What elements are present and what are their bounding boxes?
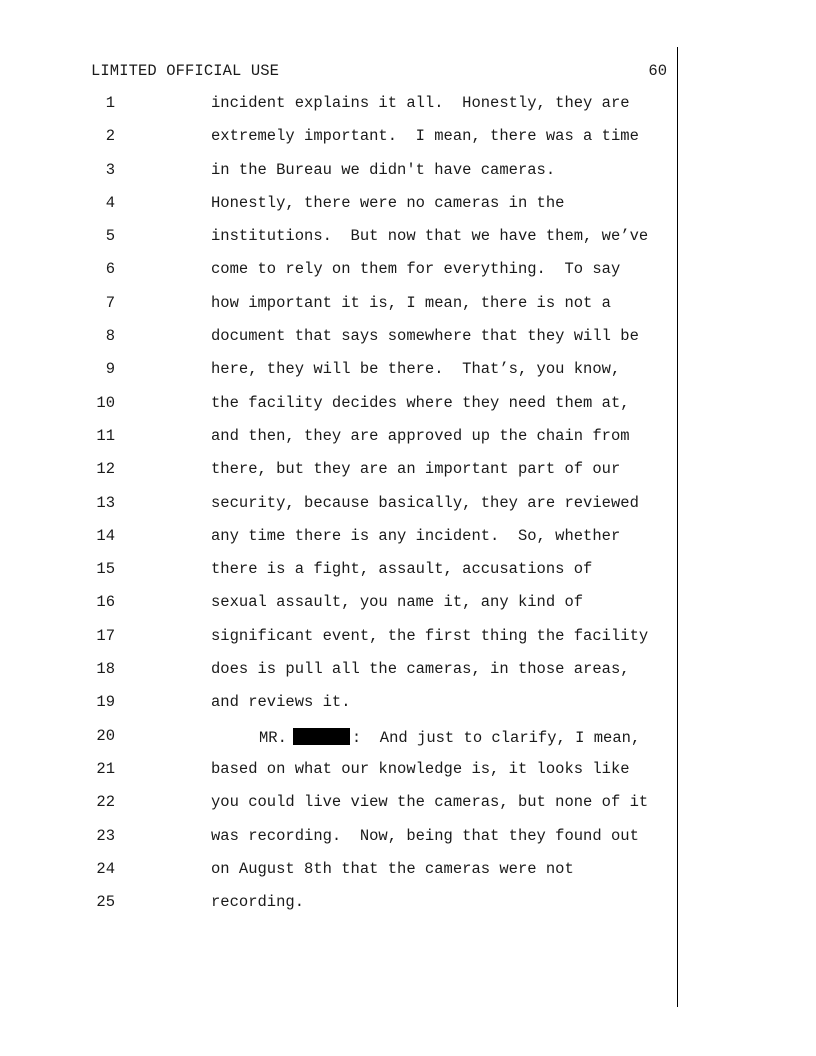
transcript-line [0,428,680,461]
line-text: sexual assault, you name it, any kind of [211,593,584,612]
transcript-line [0,728,680,761]
line-text: here, they will be there. That’s, you know, [211,360,621,379]
transcript-line [0,694,680,727]
page-number: 60 [648,62,667,80]
line-number: 1 [105,94,115,112]
transcript-line [0,528,680,561]
line-text: security, because basically, they are reviewed [211,493,639,512]
line-text: the facility decides where they need them at, [211,393,630,412]
line-number: 25 [96,893,115,912]
line-text: and then, they are approved up the chain from [211,426,630,445]
line-number: 18 [96,660,115,679]
line-text: and reviews it. [211,693,351,712]
line-text: incident explains it all. Honestly, they are [211,94,630,112]
line-text: on August 8th that the cameras were not [211,859,574,878]
line-text: significant event, the first thing the facility [211,626,649,645]
line-number: 9 [105,360,115,379]
transcript-line [0,794,680,827]
transcript-line [0,594,680,627]
line-number: 7 [105,293,115,312]
line-text: any time there is any incident. So, whether [211,526,621,545]
line-number: 13 [96,493,115,512]
transcript-line [0,195,680,228]
line-number: 3 [105,160,115,179]
transcript-line [0,761,680,794]
transcript-line [0,295,680,328]
redaction-block [293,728,350,745]
line-text: recording. [211,893,305,912]
transcript-line [0,661,680,694]
line-number: 21 [96,759,115,778]
transcript-line [0,828,680,861]
transcript-line [0,228,680,261]
line-text: there is a fight, assault, accusations of [211,560,593,579]
line-number: 22 [96,793,115,812]
transcript-line [0,162,680,195]
line-text: based on what our knowledge is, it looks like [211,759,630,778]
line-number: 12 [96,460,115,479]
line-number: 19 [96,693,115,712]
line-number: 16 [96,593,115,612]
line-text: Honestly, there were no cameras in the [211,193,565,212]
transcript-line [0,461,680,494]
line-number: 6 [105,260,115,279]
transcript-line [0,861,680,894]
line-text: was recording. Now, being that they found out [211,826,639,845]
line-text: extremely important. I mean, there was a time [211,127,639,146]
speaker-label: MR. [259,728,287,747]
line-number: 17 [96,626,115,645]
transcript-line [0,361,680,394]
line-text: does is pull all the cameras, in those areas, [211,660,630,679]
transcript-line [0,261,680,294]
line-number: 5 [105,227,115,246]
line-text: there, but they are an important part of our [211,460,621,479]
line-number: 4 [105,193,115,212]
speaker-line [259,728,640,747]
line-number: 23 [96,826,115,845]
line-number: 2 [105,127,115,146]
line-number: 20 [96,726,115,745]
transcript-line [0,395,680,428]
line-number: 14 [96,526,115,545]
line-number: 15 [96,560,115,579]
transcript-line [0,328,680,361]
transcript-line [0,95,680,128]
line-number: 10 [96,393,115,412]
transcript-line [0,628,680,661]
line-text: you could live view the cameras, but none of it [211,793,649,812]
transcript-line [0,894,680,927]
transcript-line [0,561,680,594]
line-text: in the Bureau we didn't have cameras. [211,160,556,179]
line-number: 11 [96,426,115,445]
line-text: : And just to clarify, I mean, [351,728,641,747]
line-number: 24 [96,859,115,878]
classification-header: LIMITED OFFICIAL USE [91,62,280,80]
line-text: come to rely on them for everything. To say [211,260,621,279]
transcript-line [0,495,680,528]
transcript-line [0,128,680,161]
line-text: institutions. But now that we have them, we’ve [211,227,649,246]
line-number: 8 [105,327,115,346]
line-text: document that says somewhere that they will be [211,327,639,346]
line-text: how important it is, I mean, there is not a [211,293,611,312]
transcript-body [0,95,680,927]
